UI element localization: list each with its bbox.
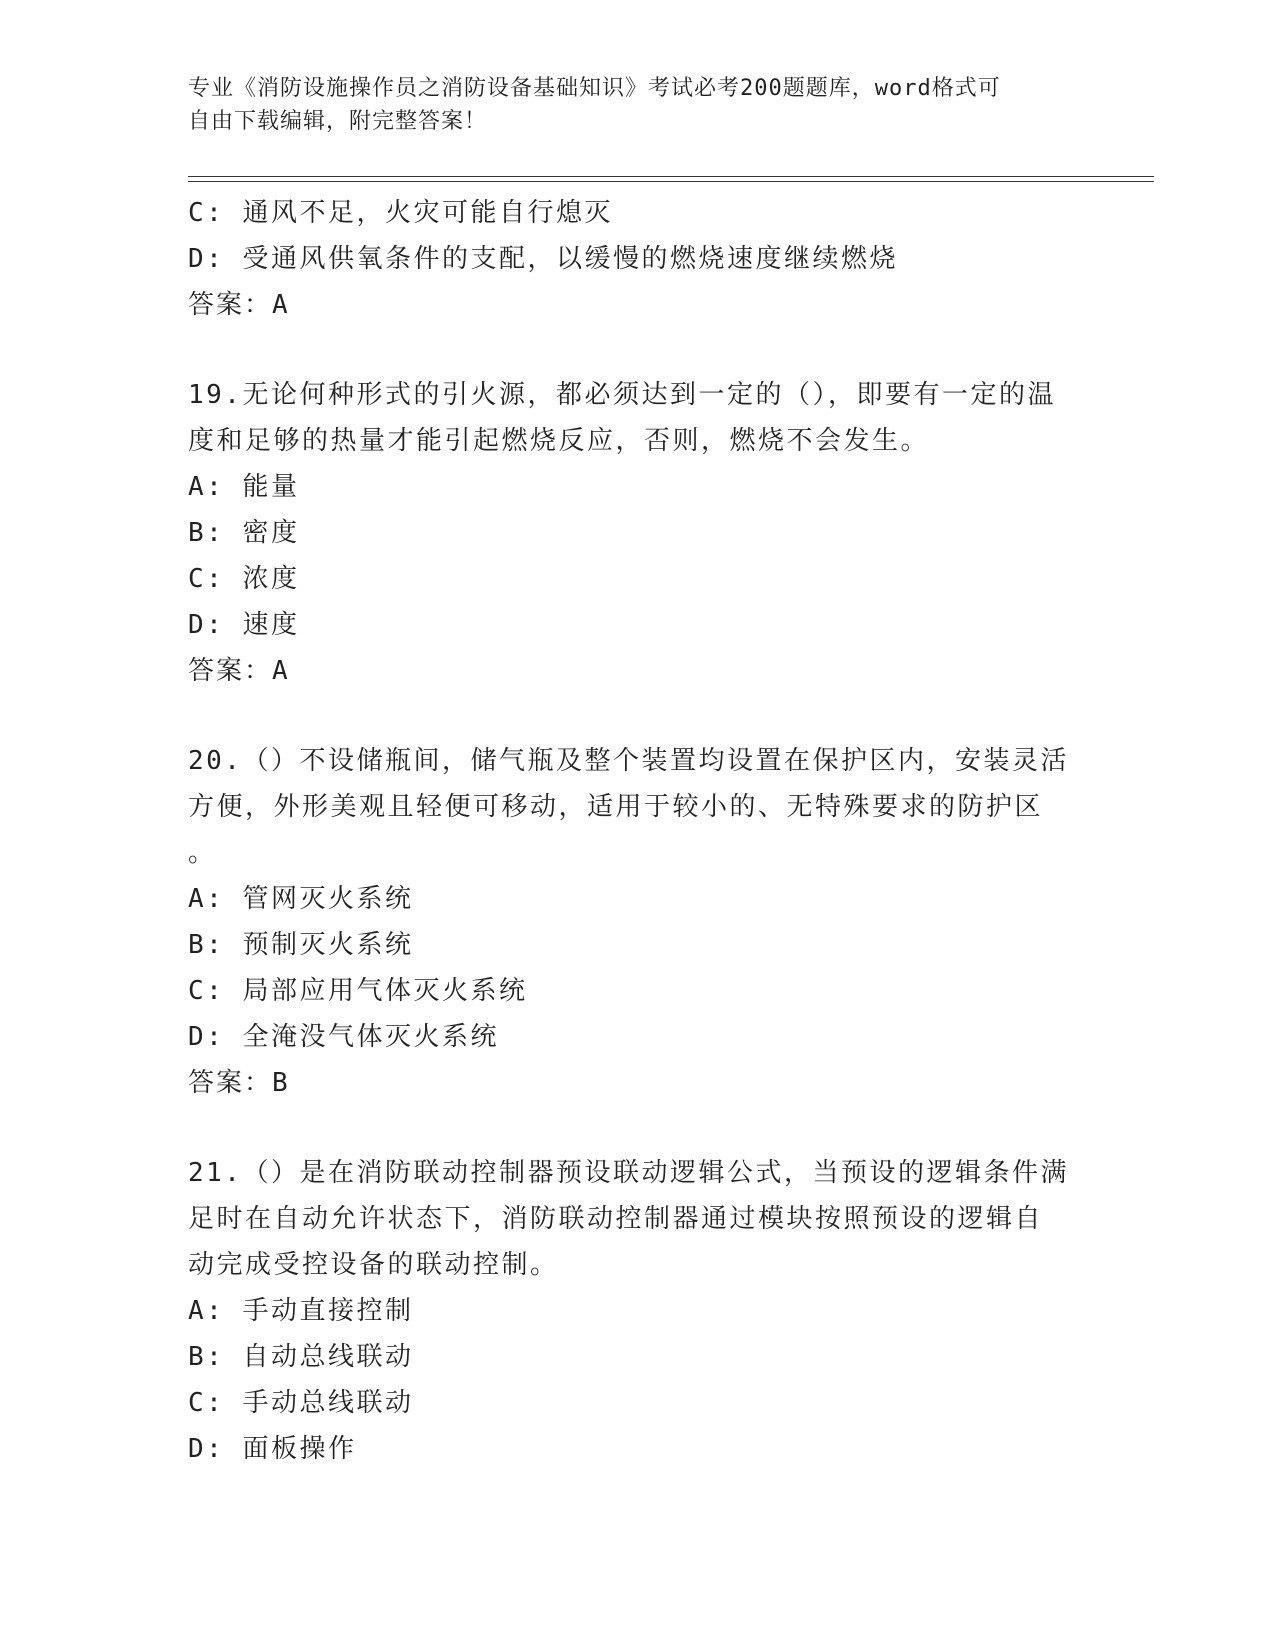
header-divider-bottom — [188, 181, 1154, 182]
header-title-line-2: 自由下载编辑，附完整答案！ — [188, 109, 488, 134]
option-c: C: 浓度 — [188, 564, 300, 594]
header-divider-top — [188, 176, 1154, 177]
question-stem-line: 度和足够的热量才能引起燃烧反应，否则，燃烧不会发生。 — [188, 426, 930, 456]
option-a: A: 手动直接控制 — [188, 1296, 414, 1326]
question-stem-line: 动完成受控设备的联动控制。 — [188, 1250, 559, 1280]
option-b: B: 自动总线联动 — [188, 1342, 414, 1372]
question-stem-line: 方便，外形美观且轻便可移动，适用于较小的、无特殊要求的防护区 — [188, 792, 1044, 822]
option-b: B: 预制灭火系统 — [188, 930, 414, 960]
spacer — [188, 1106, 1068, 1150]
question-21 — [188, 1150, 1068, 1472]
option-a: A: 管网灭火系统 — [188, 884, 414, 914]
option-c: C: 通风不足，火灾可能自行熄灭 — [188, 198, 613, 228]
question-stem-line: 20.（）不设储瓶间，储气瓶及整个装置均设置在保护区内，安装灵活 — [188, 746, 1069, 776]
document-header — [188, 72, 1068, 138]
answer-line: 答案：A — [188, 656, 290, 686]
option-b: B: 密度 — [188, 518, 300, 548]
option-d: D: 速度 — [188, 610, 300, 640]
spacer — [188, 694, 1068, 738]
option-d: D: 全淹没气体灭火系统 — [188, 1022, 499, 1052]
question-stem-line: 。 — [188, 838, 217, 868]
option-c: C: 局部应用气体灭火系统 — [188, 976, 528, 1006]
answer-line: 答案：A — [188, 290, 290, 320]
option-d: D: 面板操作 — [188, 1434, 357, 1464]
option-c: C: 手动总线联动 — [188, 1388, 414, 1418]
question-stem-line: 21.（）是在消防联动控制器预设联动逻辑公式，当预设的逻辑条件满 — [188, 1158, 1069, 1188]
question-20 — [188, 738, 1068, 1106]
header-title-line-1: 专业《消防设施操作员之消防设备基础知识》考试必考200题题库，word格式可 — [188, 76, 1001, 101]
question-stem-line: 足时在自动允许状态下，消防联动控制器通过模块按照预设的逻辑自 — [188, 1204, 1044, 1234]
answer-line: 答案：B — [188, 1068, 290, 1098]
spacer — [188, 328, 1068, 372]
question-19 — [188, 372, 1068, 694]
continued-question — [188, 190, 1068, 328]
question-stem-line: 19.无论何种形式的引火源，都必须达到一定的（），即要有一定的温 — [188, 380, 1056, 410]
option-a: A: 能量 — [188, 472, 300, 502]
option-d: D: 受通风供氧条件的支配，以缓慢的燃烧速度继续燃烧 — [188, 244, 898, 274]
question-content — [188, 190, 1068, 1472]
